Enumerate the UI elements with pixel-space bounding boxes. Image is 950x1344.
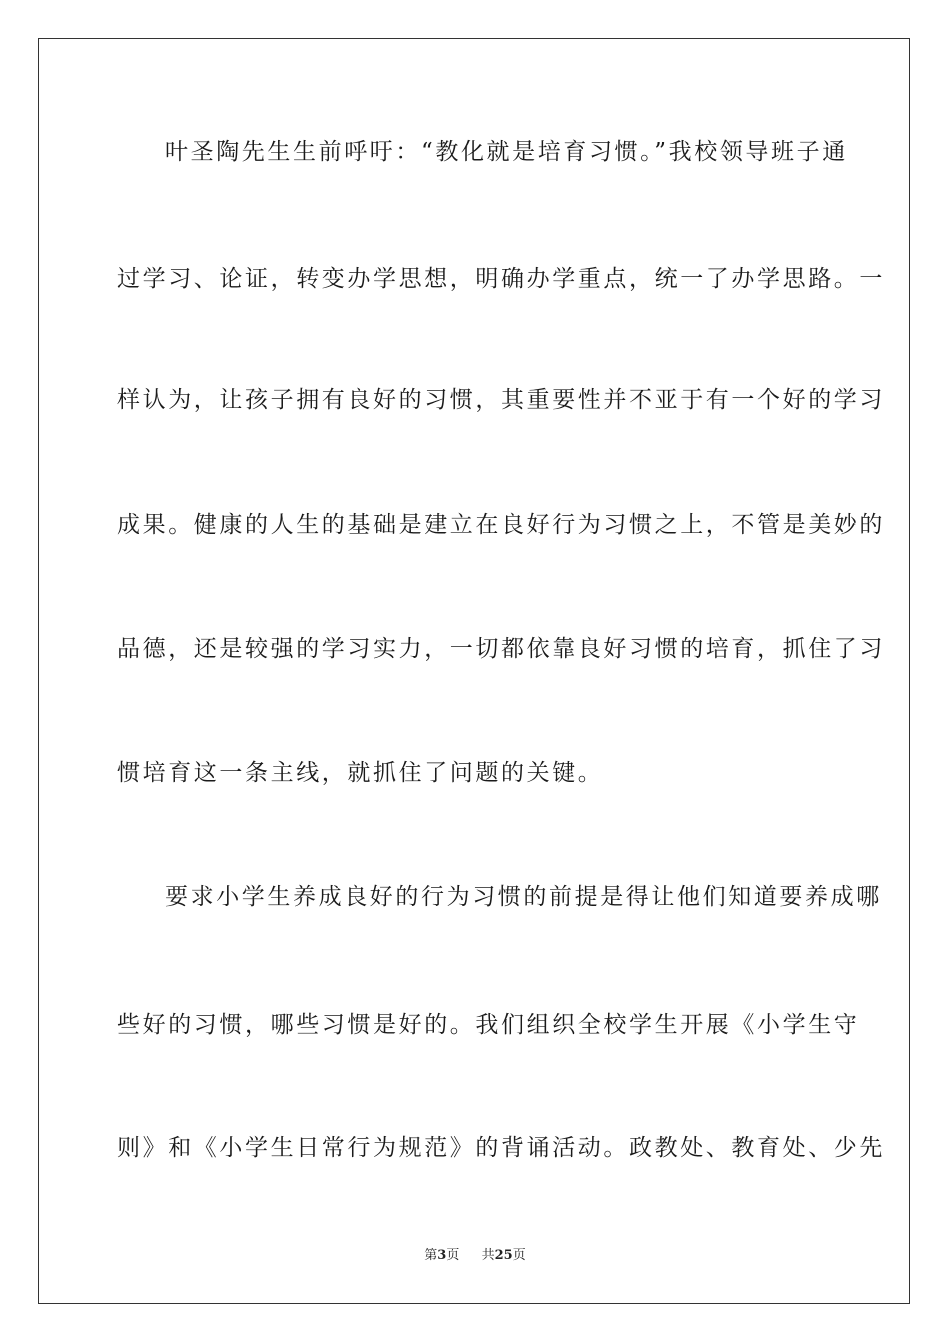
total-number: 25	[494, 1248, 513, 1263]
page-footer	[0, 1247, 950, 1265]
text-line: 则》和《小学生日常行为规范》的背诵活动。政教处、教育处、少先	[117, 1135, 885, 1161]
text-line: 品德，还是较强的学习实力，一切都依靠良好习惯的培育，抓住了习	[117, 636, 885, 662]
text-line: 成果。健康的人生的基础是建立在良好行为习惯之上，不管是美妙的	[117, 512, 885, 538]
page-number: 3	[437, 1248, 447, 1263]
text-line: 样认为，让孩子拥有良好的习惯，其重要性并不亚于有一个好的学习	[117, 387, 885, 413]
total-pages-indicator	[482, 1247, 526, 1265]
page-border	[38, 38, 910, 1304]
text-line: 些好的习惯，哪些习惯是好的。我们组织全校学生开展《小学生守	[117, 1012, 860, 1038]
text-line: 叶圣陶先生生前呼吁：“教化就是培育习惯。”我校领导班子通	[165, 139, 848, 165]
total-suffix: 页	[512, 1248, 526, 1263]
page-prefix: 第	[424, 1248, 438, 1263]
text-line: 过学习、论证，转变办学思想，明确办学重点，统一了办学思路。一	[117, 266, 885, 292]
page-suffix: 页	[446, 1248, 460, 1263]
text-line: 惯培育这一条主线，就抓住了问题的关键。	[117, 760, 604, 786]
text-line: 要求小学生养成良好的行为习惯的前提是得让他们知道要养成哪	[165, 884, 882, 910]
total-prefix: 共	[481, 1248, 495, 1263]
page-indicator	[424, 1247, 459, 1265]
